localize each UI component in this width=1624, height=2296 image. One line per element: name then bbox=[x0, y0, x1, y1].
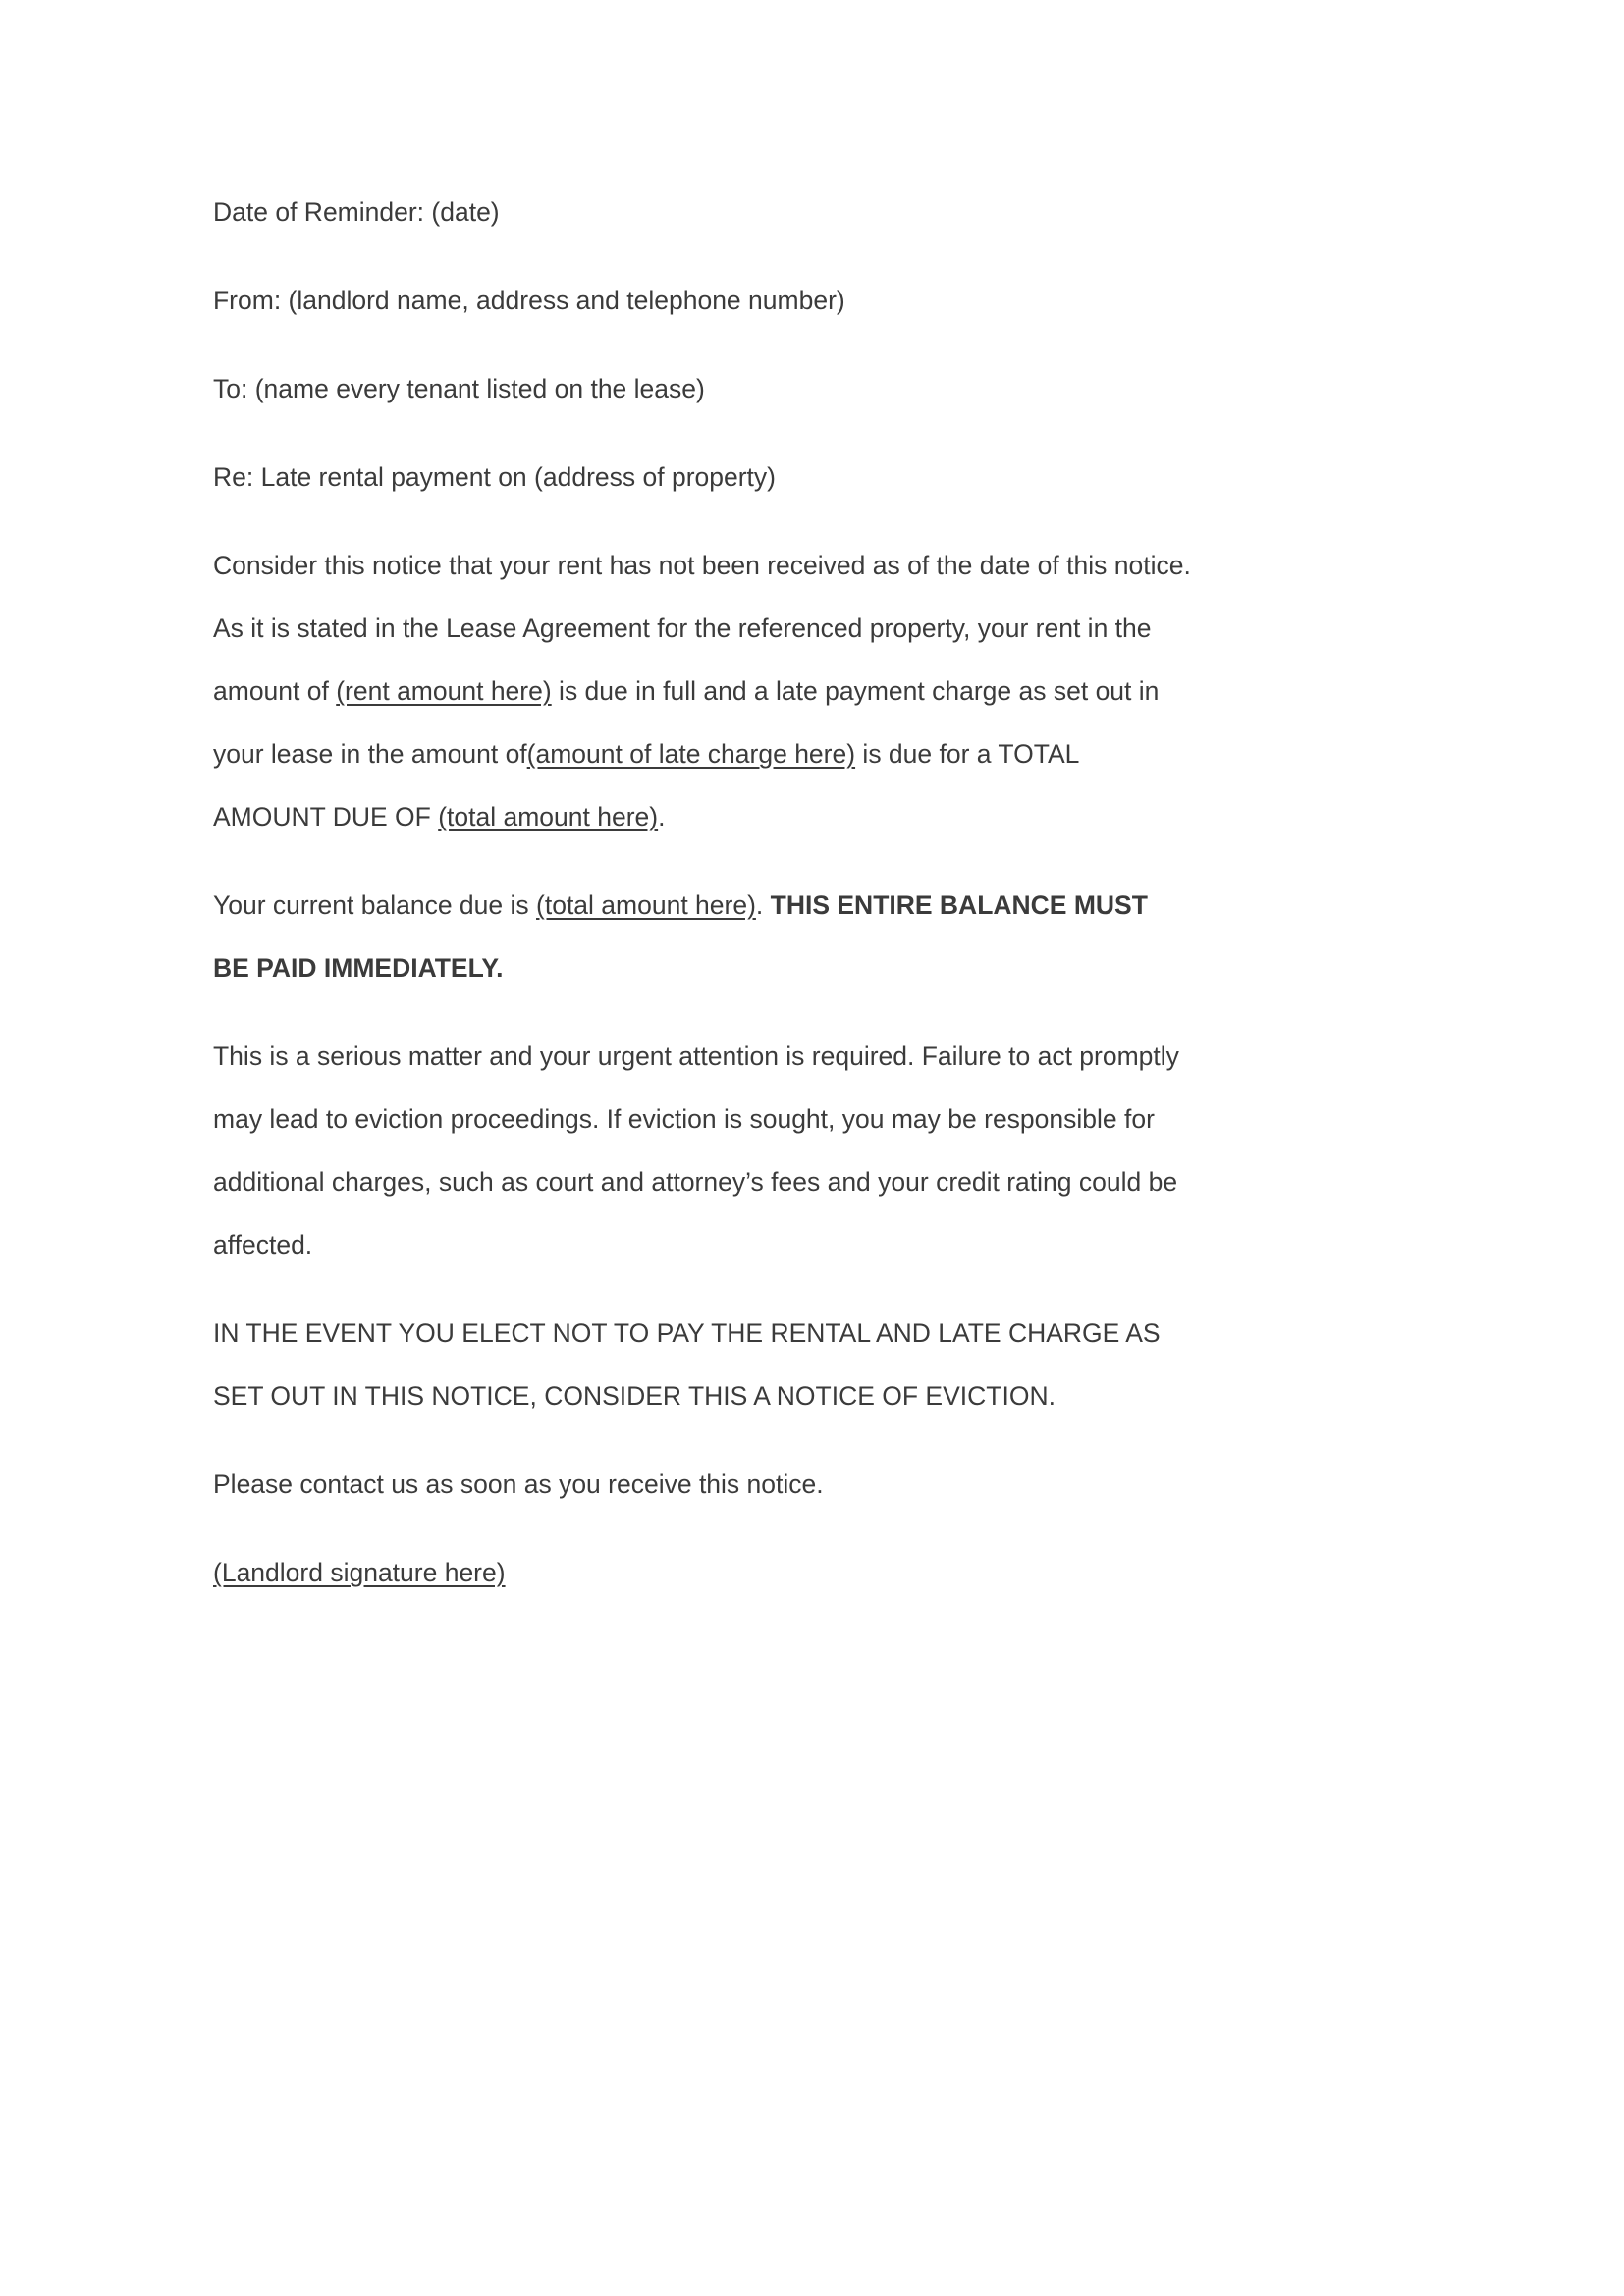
notice-line-1: Consider this notice that your rent has not been received as of the date of this notice. bbox=[213, 551, 1191, 580]
notice-line-4-pre: your lease in the amount of bbox=[213, 739, 527, 769]
to-line-text: To: (name every tenant listed on the lease) bbox=[213, 374, 705, 403]
from-line-text: From: (landlord name, address and telephone number) bbox=[213, 286, 845, 315]
to-line bbox=[213, 357, 1313, 420]
letter-page bbox=[213, 181, 1313, 1629]
contact-paragraph bbox=[213, 1453, 1313, 1516]
contact-line-text: Please contact us as soon as you receive this notice. bbox=[213, 1469, 824, 1499]
eviction-paragraph bbox=[213, 1302, 1313, 1427]
re-line-text: Re: Late rental payment on (address of property) bbox=[213, 462, 776, 492]
serious-line-1: This is a serious matter and your urgent attention is required. Failure to act promptly bbox=[213, 1041, 1179, 1071]
serious-matter-paragraph bbox=[213, 1025, 1313, 1276]
notice-line-2: As it is stated in the Lease Agreement for the referenced property, your rent in the bbox=[213, 614, 1152, 643]
balance-line-1 bbox=[213, 874, 1313, 936]
date-of-reminder bbox=[213, 181, 1313, 243]
from-line bbox=[213, 269, 1313, 332]
balance-post: . bbox=[755, 890, 771, 920]
balance-total-placeholder: (total amount here) bbox=[536, 890, 756, 920]
notice-line-3 bbox=[213, 660, 1313, 722]
eviction-line-2: SET OUT IN THIS NOTICE, CONSIDER THIS A NOTICE OF EVICTION. bbox=[213, 1381, 1056, 1411]
late-charge-placeholder: (amount of late charge here) bbox=[526, 739, 856, 769]
re-line bbox=[213, 446, 1313, 508]
balance-paragraph bbox=[213, 874, 1313, 999]
balance-warning-line-1: THIS ENTIRE BALANCE MUST bbox=[770, 890, 1148, 920]
notice-line-4 bbox=[213, 722, 1313, 785]
notice-paragraph bbox=[213, 534, 1313, 848]
total-amount-placeholder: (total amount here) bbox=[438, 802, 659, 831]
balance-pre: Your current balance due is bbox=[213, 890, 537, 920]
landlord-signature-placeholder: (Landlord signature here) bbox=[213, 1558, 506, 1587]
notice-line-5-pre: AMOUNT DUE OF bbox=[213, 802, 439, 831]
serious-line-4: affected. bbox=[213, 1230, 313, 1259]
rent-amount-placeholder: (rent amount here) bbox=[336, 676, 552, 706]
notice-line-4-post: is due for a TOTAL bbox=[855, 739, 1080, 769]
notice-line-5 bbox=[213, 785, 1313, 848]
notice-line-5-post: . bbox=[658, 802, 666, 831]
date-of-reminder-text: Date of Reminder: (date) bbox=[213, 197, 500, 227]
signature-paragraph bbox=[213, 1541, 1313, 1604]
serious-line-3: additional charges, such as court and attorney’s fees and your credit rating could be bbox=[213, 1167, 1178, 1197]
notice-line-3-post: is due in full and a late payment charge as set out in bbox=[551, 676, 1160, 706]
serious-line-2: may lead to eviction proceedings. If eviction is sought, you may be responsible for bbox=[213, 1104, 1155, 1134]
eviction-line-1: IN THE EVENT YOU ELECT NOT TO PAY THE RENTAL AND LATE CHARGE AS bbox=[213, 1318, 1161, 1348]
balance-warning-line-2: BE PAID IMMEDIATELY. bbox=[213, 953, 504, 983]
notice-line-3-pre: amount of bbox=[213, 676, 337, 706]
